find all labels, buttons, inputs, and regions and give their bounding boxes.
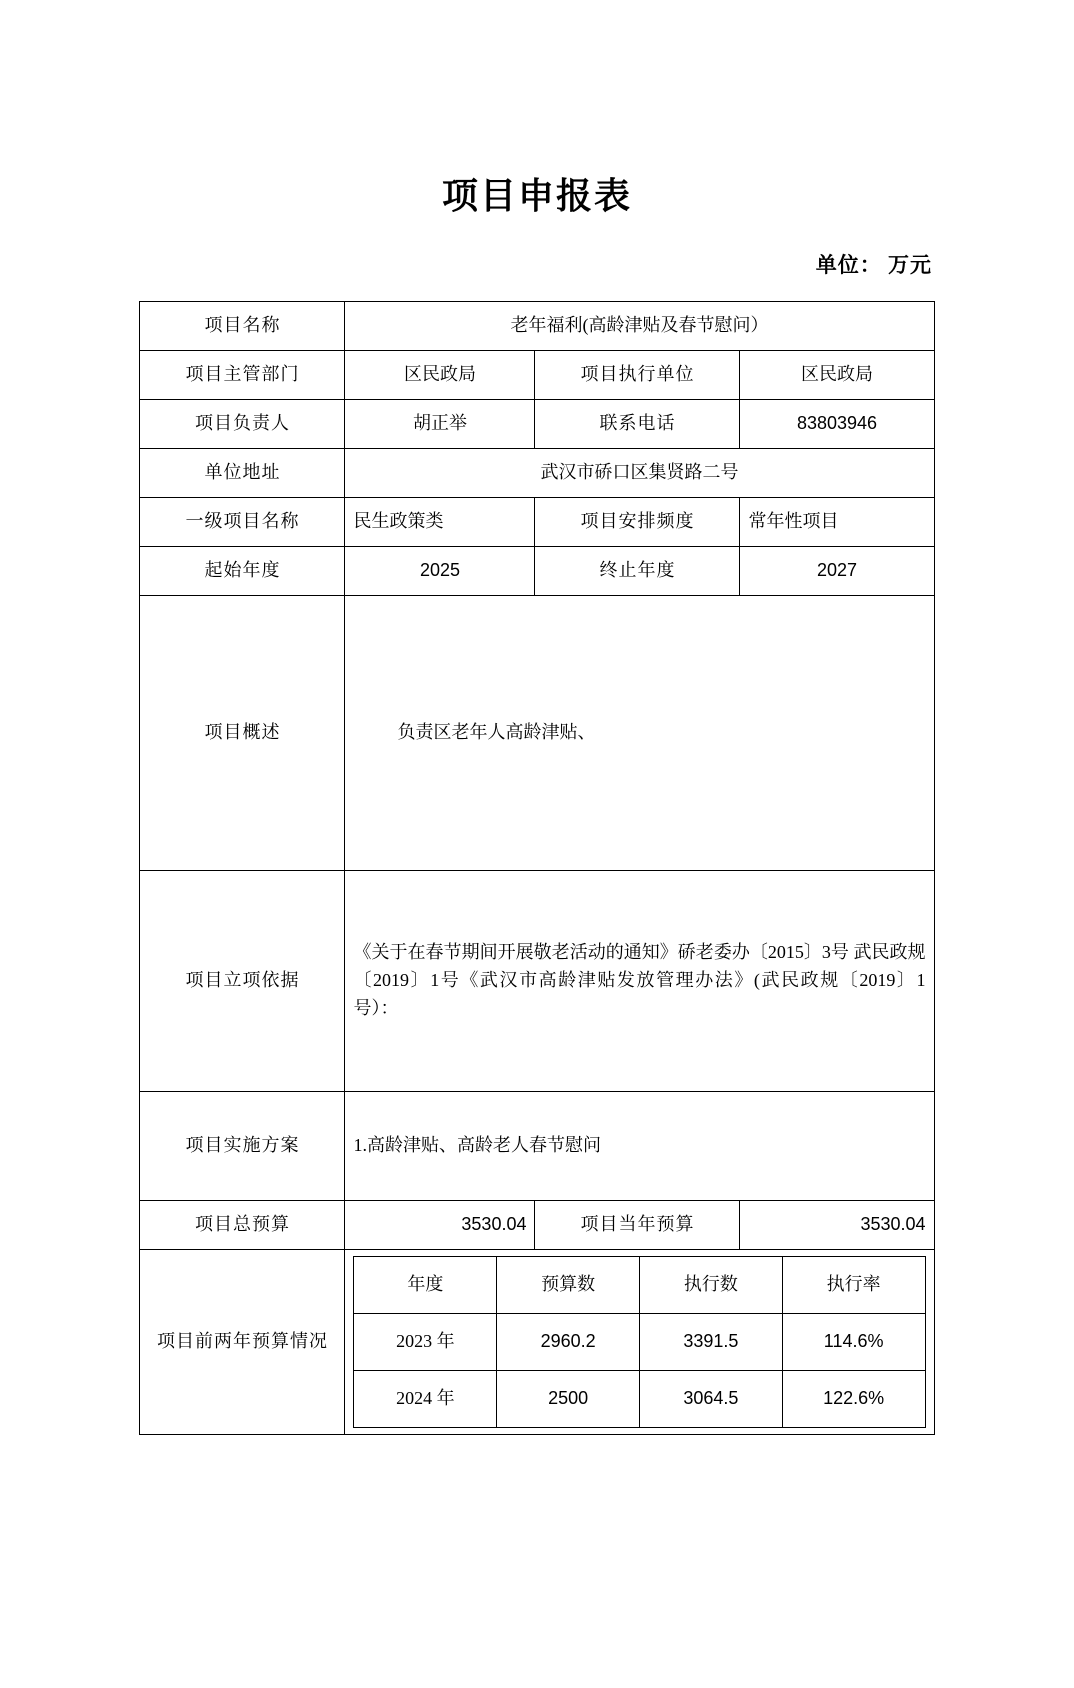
- project-name-label: 项目名称: [140, 302, 345, 351]
- overview-label: 项目概述: [140, 596, 345, 871]
- exec-unit-label: 项目执行单位: [535, 351, 740, 400]
- table-row: [140, 1092, 934, 1201]
- owner-label: 项目负责人: [140, 400, 345, 449]
- dept-label: 项目主管部门: [140, 351, 345, 400]
- prev-budget-table: [353, 1256, 925, 1428]
- prev-two-years-label: 项目前两年预算情况: [140, 1250, 345, 1435]
- col-header-budget: 预算数: [497, 1257, 640, 1314]
- cell-year: 2024 年: [354, 1371, 497, 1428]
- cell-executed: 3064.5: [639, 1371, 782, 1428]
- basis-value: 《关于在春节期间开展敬老活动的通知》硚老委办〔2015〕3号 武民政规〔2019〕1号《武汉市高龄津贴发放管理办法》(武民政规〔2019〕1 号）：: [345, 871, 934, 1092]
- total-budget-label: 项目总预算: [140, 1201, 345, 1250]
- plan-label: 项目实施方案: [140, 1092, 345, 1201]
- level1-value: 民生政策类: [345, 498, 535, 547]
- end-year-label: 终止年度: [535, 547, 740, 596]
- start-year-label: 起始年度: [140, 547, 345, 596]
- table-row: [140, 547, 934, 596]
- frequency-label: 项目安排频度: [535, 498, 740, 547]
- table-row: [140, 302, 934, 351]
- col-header-year: 年度: [354, 1257, 497, 1314]
- prev-budget-table-cell: [345, 1250, 934, 1435]
- frequency-value: 常年性项目: [740, 498, 934, 547]
- address-label: 单位地址: [140, 449, 345, 498]
- table-row: [354, 1314, 925, 1371]
- level1-label: 一级项目名称: [140, 498, 345, 547]
- owner-value: 胡正举: [345, 400, 535, 449]
- table-row: [140, 596, 934, 871]
- phone-value: 83803946: [740, 400, 934, 449]
- page-title: 项目申报表: [441, 176, 632, 216]
- cell-rate: 114.6%: [782, 1314, 925, 1371]
- year-budget-label: 项目当年预算: [535, 1201, 740, 1250]
- table-row: [140, 1250, 934, 1435]
- plan-value: 1.高龄津贴、高龄老人春节慰问: [345, 1092, 934, 1201]
- table-header-row: [354, 1257, 925, 1314]
- table-row: [140, 498, 934, 547]
- col-header-rate: 执行率: [782, 1257, 925, 1314]
- cell-rate: 122.6%: [782, 1371, 925, 1428]
- cell-budget: 2960.2: [497, 1314, 640, 1371]
- start-year-value: 2025: [345, 547, 535, 596]
- cell-year: 2023 年: [354, 1314, 497, 1371]
- address-value: 武汉市硚口区集贤路二号: [345, 449, 934, 498]
- total-budget-value: 3530.04: [345, 1201, 535, 1250]
- table-row: [354, 1371, 925, 1428]
- basis-label: 项目立项依据: [140, 871, 345, 1092]
- phone-label: 联系电话: [535, 400, 740, 449]
- year-budget-value: 3530.04: [740, 1201, 934, 1250]
- cell-executed: 3391.5: [639, 1314, 782, 1371]
- col-header-executed: 执行数: [639, 1257, 782, 1314]
- table-row: [140, 871, 934, 1092]
- table-row: [140, 400, 934, 449]
- document-page: [0, 168, 1074, 1688]
- overview-value: 负责区老年人高龄津贴、: [345, 596, 934, 871]
- table-row: [140, 1201, 934, 1250]
- unit-note: 单位： 万元: [815, 253, 932, 277]
- cell-budget: 2500: [497, 1371, 640, 1428]
- table-row: [140, 449, 934, 498]
- end-year-value: 2027: [740, 547, 934, 596]
- dept-value: 区民政局: [345, 351, 535, 400]
- exec-unit-value: 区民政局: [740, 351, 934, 400]
- project-name-value: 老年福利(高龄津贴及春节慰问）: [345, 302, 934, 351]
- table-row: [140, 351, 934, 400]
- project-application-form: [139, 301, 934, 1435]
